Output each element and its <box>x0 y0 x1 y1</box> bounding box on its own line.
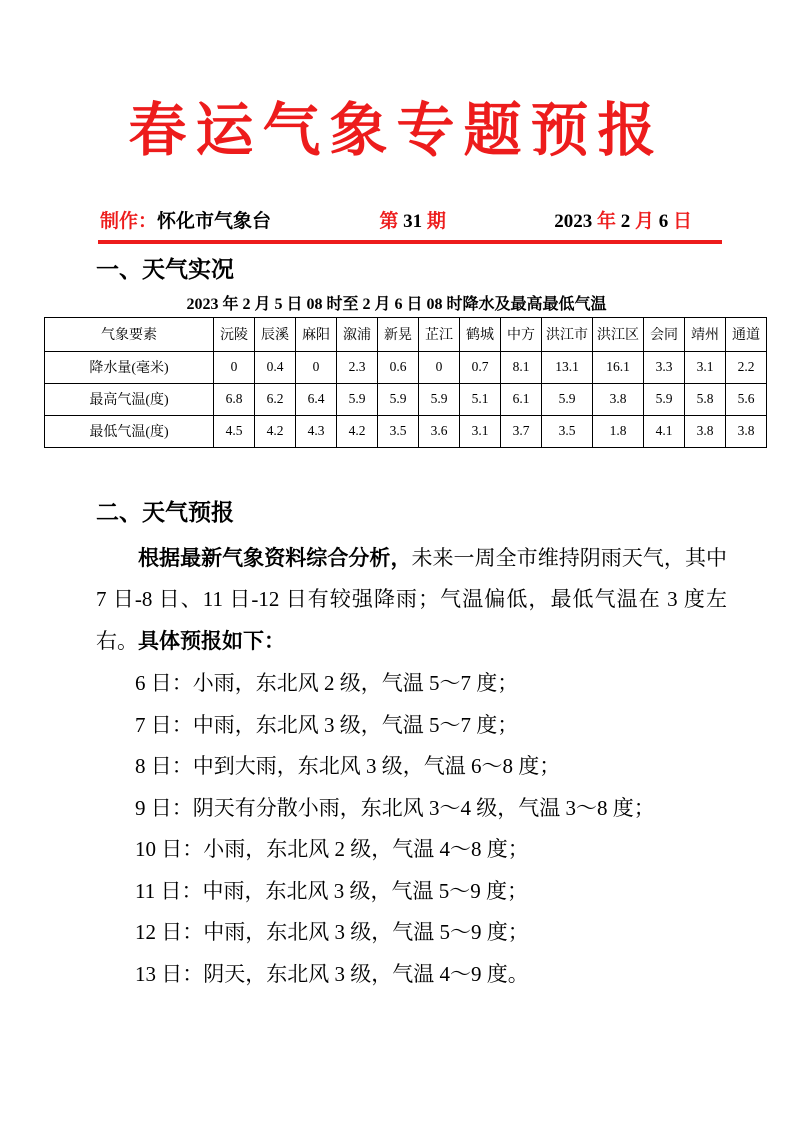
table-cell: 6.4 <box>296 383 337 415</box>
table-cell: 3.7 <box>501 415 542 447</box>
table-header-factor: 气象要素 <box>45 317 214 351</box>
forecast-line: 9 日：阴天有分散小雨，东北风 3～4 级，气温 3～8 度； <box>135 795 655 820</box>
section-1-heading: 一、天气实况 <box>96 256 234 282</box>
forecast-line: 10 日：小雨，东北风 2 级，气温 4～8 度； <box>135 837 529 861</box>
observation-table-title: 2023 年 2 月 5 日 08 时至 2 月 6 日 08 时降水及最高最低气温 <box>186 295 607 313</box>
table-header-station: 洪江区 <box>593 317 644 351</box>
issue-value: 31 <box>403 210 423 232</box>
forecast-line: 6 日：小雨，东北风 2 级，气温 5～7 度； <box>135 671 519 695</box>
issue-prefix: 第 <box>379 210 404 232</box>
table-header-station: 辰溪 <box>255 317 296 351</box>
table-cell: 13.1 <box>542 351 593 383</box>
table-cell: 5.9 <box>542 383 593 415</box>
table-header-station: 溆浦 <box>337 317 378 351</box>
forecast-list <box>135 663 727 995</box>
forecast-intro-tail: 具体预报如下： <box>138 628 285 653</box>
table-cell: 0.6 <box>378 351 419 383</box>
table-cell: 3.5 <box>542 415 593 447</box>
producer-name: 怀化市气象台 <box>157 210 272 232</box>
date-month-unit: 月 <box>630 210 659 232</box>
table-row <box>45 351 767 383</box>
forecast-intro <box>96 538 727 663</box>
table-cell: 3.6 <box>419 415 460 447</box>
table-row <box>45 415 767 447</box>
table-cell: 3.1 <box>685 351 726 383</box>
table-row-label: 最高气温(度) <box>45 383 214 415</box>
table-cell: 6.1 <box>501 383 542 415</box>
table-cell: 2.2 <box>726 351 767 383</box>
table-cell: 3.8 <box>685 415 726 447</box>
table-row-label: 降水量(毫米) <box>45 351 214 383</box>
table-header-station: 沅陵 <box>214 317 255 351</box>
section-2-heading: 二、天气预报 <box>96 499 234 525</box>
table-cell: 5.8 <box>685 383 726 415</box>
forecast-intro-lead: 根据最新气象资料综合分析， <box>138 545 412 570</box>
table-header-station: 通道 <box>726 317 767 351</box>
observation-table <box>44 317 767 448</box>
producer <box>100 206 271 233</box>
table-header-station: 中方 <box>501 317 542 351</box>
table-header-station: 新晃 <box>378 317 419 351</box>
table-cell: 0.7 <box>460 351 501 383</box>
table-header-station: 洪江市 <box>542 317 593 351</box>
table-row-label: 最低气温(度) <box>45 415 214 447</box>
table-cell: 0 <box>214 351 255 383</box>
document-title: 春运气象专题预报 <box>128 98 665 163</box>
table-cell: 3.5 <box>378 415 419 447</box>
date-month: 2 <box>620 210 631 232</box>
table-header-station: 会同 <box>644 317 685 351</box>
table-cell: 8.1 <box>501 351 542 383</box>
meta-row <box>98 206 722 244</box>
table-header-station: 芷江 <box>419 317 460 351</box>
forecast-line: 8 日：中到大雨，东北风 3 级，气温 6～8 度； <box>135 754 561 778</box>
table-cell: 5.9 <box>337 383 378 415</box>
date-day: 6 <box>658 210 669 232</box>
table-row <box>45 383 767 415</box>
table-header-row <box>45 317 767 351</box>
table-cell: 5.9 <box>419 383 460 415</box>
table-cell: 5.6 <box>726 383 767 415</box>
table-header-station: 靖州 <box>685 317 726 351</box>
table-cell: 3.1 <box>460 415 501 447</box>
table-header-station: 麻阳 <box>296 317 337 351</box>
table-cell: 2.3 <box>337 351 378 383</box>
table-cell: 4.5 <box>214 415 255 447</box>
forecast-intro-body: 未来一周全市维持阴雨天气，其中 7 日-8 日、11 日-12 日有较强降雨；气温偏低，最低气温在 3 度左右。 <box>96 545 728 653</box>
table-cell: 4.1 <box>644 415 685 447</box>
table-cell: 5.1 <box>460 383 501 415</box>
date-year: 2023 <box>554 210 593 232</box>
issue-date <box>554 206 692 233</box>
table-cell: 3.3 <box>644 351 685 383</box>
forecast-line: 7 日：中雨，东北风 3 级，气温 5～7 度； <box>135 712 519 737</box>
table-cell: 3.8 <box>593 383 644 415</box>
producer-label: 制作： <box>100 210 158 232</box>
table-cell: 6.8 <box>214 383 255 415</box>
table-cell: 3.8 <box>726 415 767 447</box>
issue-number <box>379 206 446 233</box>
table-cell: 4.2 <box>337 415 378 447</box>
table-cell: 6.2 <box>255 383 296 415</box>
table-header-station: 鹤城 <box>460 317 501 351</box>
table-cell: 4.3 <box>296 415 337 447</box>
date-day-unit: 日 <box>668 210 692 232</box>
forecast-line: 12 日：中雨，东北风 3 级，气温 5～9 度； <box>135 920 529 944</box>
table-cell: 5.9 <box>644 383 685 415</box>
table-cell: 5.9 <box>378 383 419 415</box>
table-cell: 4.2 <box>255 415 296 447</box>
table-cell: 1.8 <box>593 415 644 447</box>
table-cell: 0 <box>296 351 337 383</box>
forecast-line: 13 日：阴天，东北风 3 级，气温 4～9 度。 <box>135 961 529 986</box>
forecast-line: 11 日：中雨，东北风 3 级，气温 5～9 度； <box>135 878 528 903</box>
table-cell: 0 <box>419 351 460 383</box>
date-year-unit: 年 <box>592 210 621 232</box>
issue-suffix: 期 <box>422 210 446 232</box>
table-cell: 0.4 <box>255 351 296 383</box>
table-cell: 16.1 <box>593 351 644 383</box>
